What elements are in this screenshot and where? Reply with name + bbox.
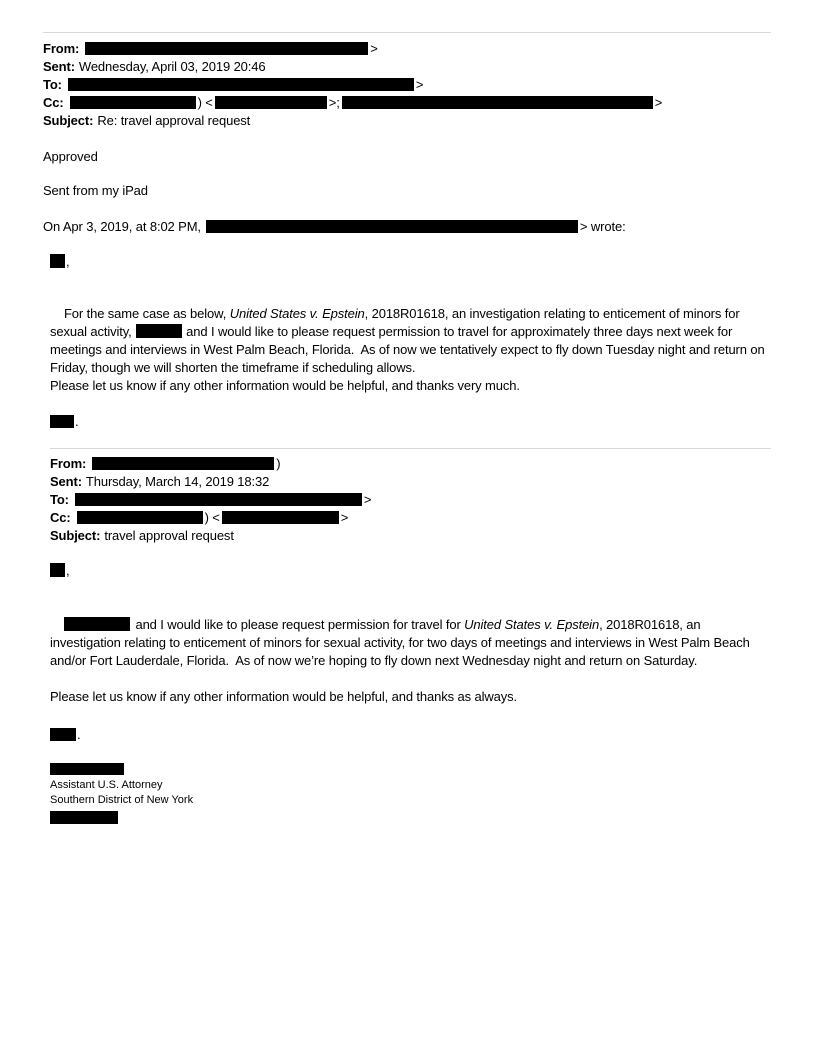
subject-value-2: travel approval request [104, 528, 234, 543]
greeting-comma-2: , [66, 563, 70, 578]
sent-value: Wednesday, April 03, 2019 20:46 [78, 59, 266, 74]
signature-org: Southern District of New York [50, 794, 194, 806]
closing-line-2: Please let us know if any other information would be helpful, and thanks as always. [50, 689, 517, 704]
header-divider-inner [50, 448, 771, 449]
email-header-1 [43, 40, 662, 130]
redacted-cc-address [215, 96, 327, 109]
from-label: From: [43, 41, 80, 56]
sent-label: Sent: [43, 59, 75, 74]
redacted-colleague-name [136, 324, 182, 338]
subject-value: Re: travel approval request [97, 113, 251, 128]
redacted-cc-address-2 [342, 96, 653, 109]
cc-suffix-2: > [340, 510, 349, 525]
paragraph-2 [50, 598, 774, 688]
redacted-to-address [68, 78, 414, 91]
p2-text-2: , 2018R01618, an investigation relating to enticement of minors for sexual activity, for two days of meetings and interviews in West Palm Beach and/or Fort Lauderdale, Florida. As of now we’re hoping to fly down next Wednesday night and return on Saturday. [50, 617, 754, 668]
redacted-greeting-name-2 [50, 563, 65, 577]
signoff-period-2: . [77, 727, 81, 742]
to-line [43, 76, 662, 94]
redacted-signoff-name-2 [50, 728, 76, 741]
cc-line [43, 94, 662, 112]
cc-separator-2: >; [328, 95, 340, 110]
to-line-2 [50, 491, 371, 509]
from-suffix: > [370, 41, 378, 56]
quote-intro-suffix: > wrote: [579, 219, 626, 234]
redacted-from-name-2 [92, 457, 274, 470]
sent-line [43, 58, 662, 76]
cc-label-2: Cc: [50, 510, 71, 525]
redacted-cc-name-2 [77, 511, 203, 524]
sent-from-ipad-text: Sent from my iPad [43, 183, 148, 198]
subject-line [43, 112, 662, 130]
redacted-from-address [85, 42, 368, 55]
signature-title: Assistant U.S. Attorney [50, 779, 163, 791]
to-suffix-2: > [363, 492, 372, 507]
p1-case-name: United States v. Epstein [229, 306, 365, 321]
signoff-line-2 [50, 726, 81, 744]
redacted-signature-phone [50, 811, 118, 824]
sent-label-2: Sent: [50, 474, 82, 489]
email-header-2 [50, 455, 371, 545]
p2-case-name: United States v. Epstein [464, 617, 600, 632]
p1-text-3: and I would like to please request permission to travel for approximately three days next week for meetings and interviews in West Palm Beach, Florida. As of now we tentatively expect to fly down Tuesday night and return on Friday, though we will shorten the timeframe if scheduling allows. [50, 324, 769, 375]
quote-intro-line [43, 218, 626, 236]
header-divider-top [43, 32, 771, 33]
redacted-cc-address-3 [222, 511, 339, 524]
subject-line-2 [50, 527, 371, 545]
approved-text: Approved [43, 149, 98, 164]
cc-label: Cc: [43, 95, 64, 110]
cc-line-2 [50, 509, 371, 527]
redacted-signature-name [50, 763, 124, 775]
from-label-2: From: [50, 456, 87, 471]
greeting-line-1 [50, 253, 70, 271]
greeting-line-2 [50, 562, 70, 580]
closing-line-1: Please let us know if any other information would be helpful, and thanks very much. [50, 378, 520, 393]
redacted-sender-email [206, 220, 578, 233]
to-label: To: [43, 77, 62, 92]
cc-suffix: > [654, 95, 663, 110]
from-line [43, 40, 662, 58]
to-suffix: > [415, 77, 424, 92]
signature-block [50, 763, 193, 824]
redacted-to-address-2 [75, 493, 362, 506]
sent-value-2: Thursday, March 14, 2019 18:32 [85, 474, 270, 489]
from-suffix-2: ) [276, 456, 281, 471]
cc-separator-3: ) < [204, 510, 220, 525]
greeting-comma: , [66, 254, 70, 269]
signoff-line-1 [50, 413, 79, 431]
subject-label-2: Subject: [50, 528, 101, 543]
quote-intro-prefix: On Apr 3, 2019, at 8:02 PM, [43, 219, 201, 234]
cc-separator: ) < [197, 95, 213, 110]
redacted-cc-name [70, 96, 196, 109]
p2-text: and I would like to please request permission for travel for [131, 617, 465, 632]
redacted-signoff-name [50, 415, 74, 428]
subject-label: Subject: [43, 113, 94, 128]
signoff-period: . [75, 414, 79, 429]
redacted-greeting-name [50, 254, 65, 268]
from-line-2 [50, 455, 371, 473]
p1-text: For the same case as below, [63, 306, 230, 321]
sent-line-2 [50, 473, 371, 491]
to-label-2: To: [50, 492, 69, 507]
p1-text-2: , 2018R01618, an investigation relating to enticement of minors for sexual activity, [50, 306, 744, 339]
redacted-colleague-name-2 [64, 617, 130, 631]
